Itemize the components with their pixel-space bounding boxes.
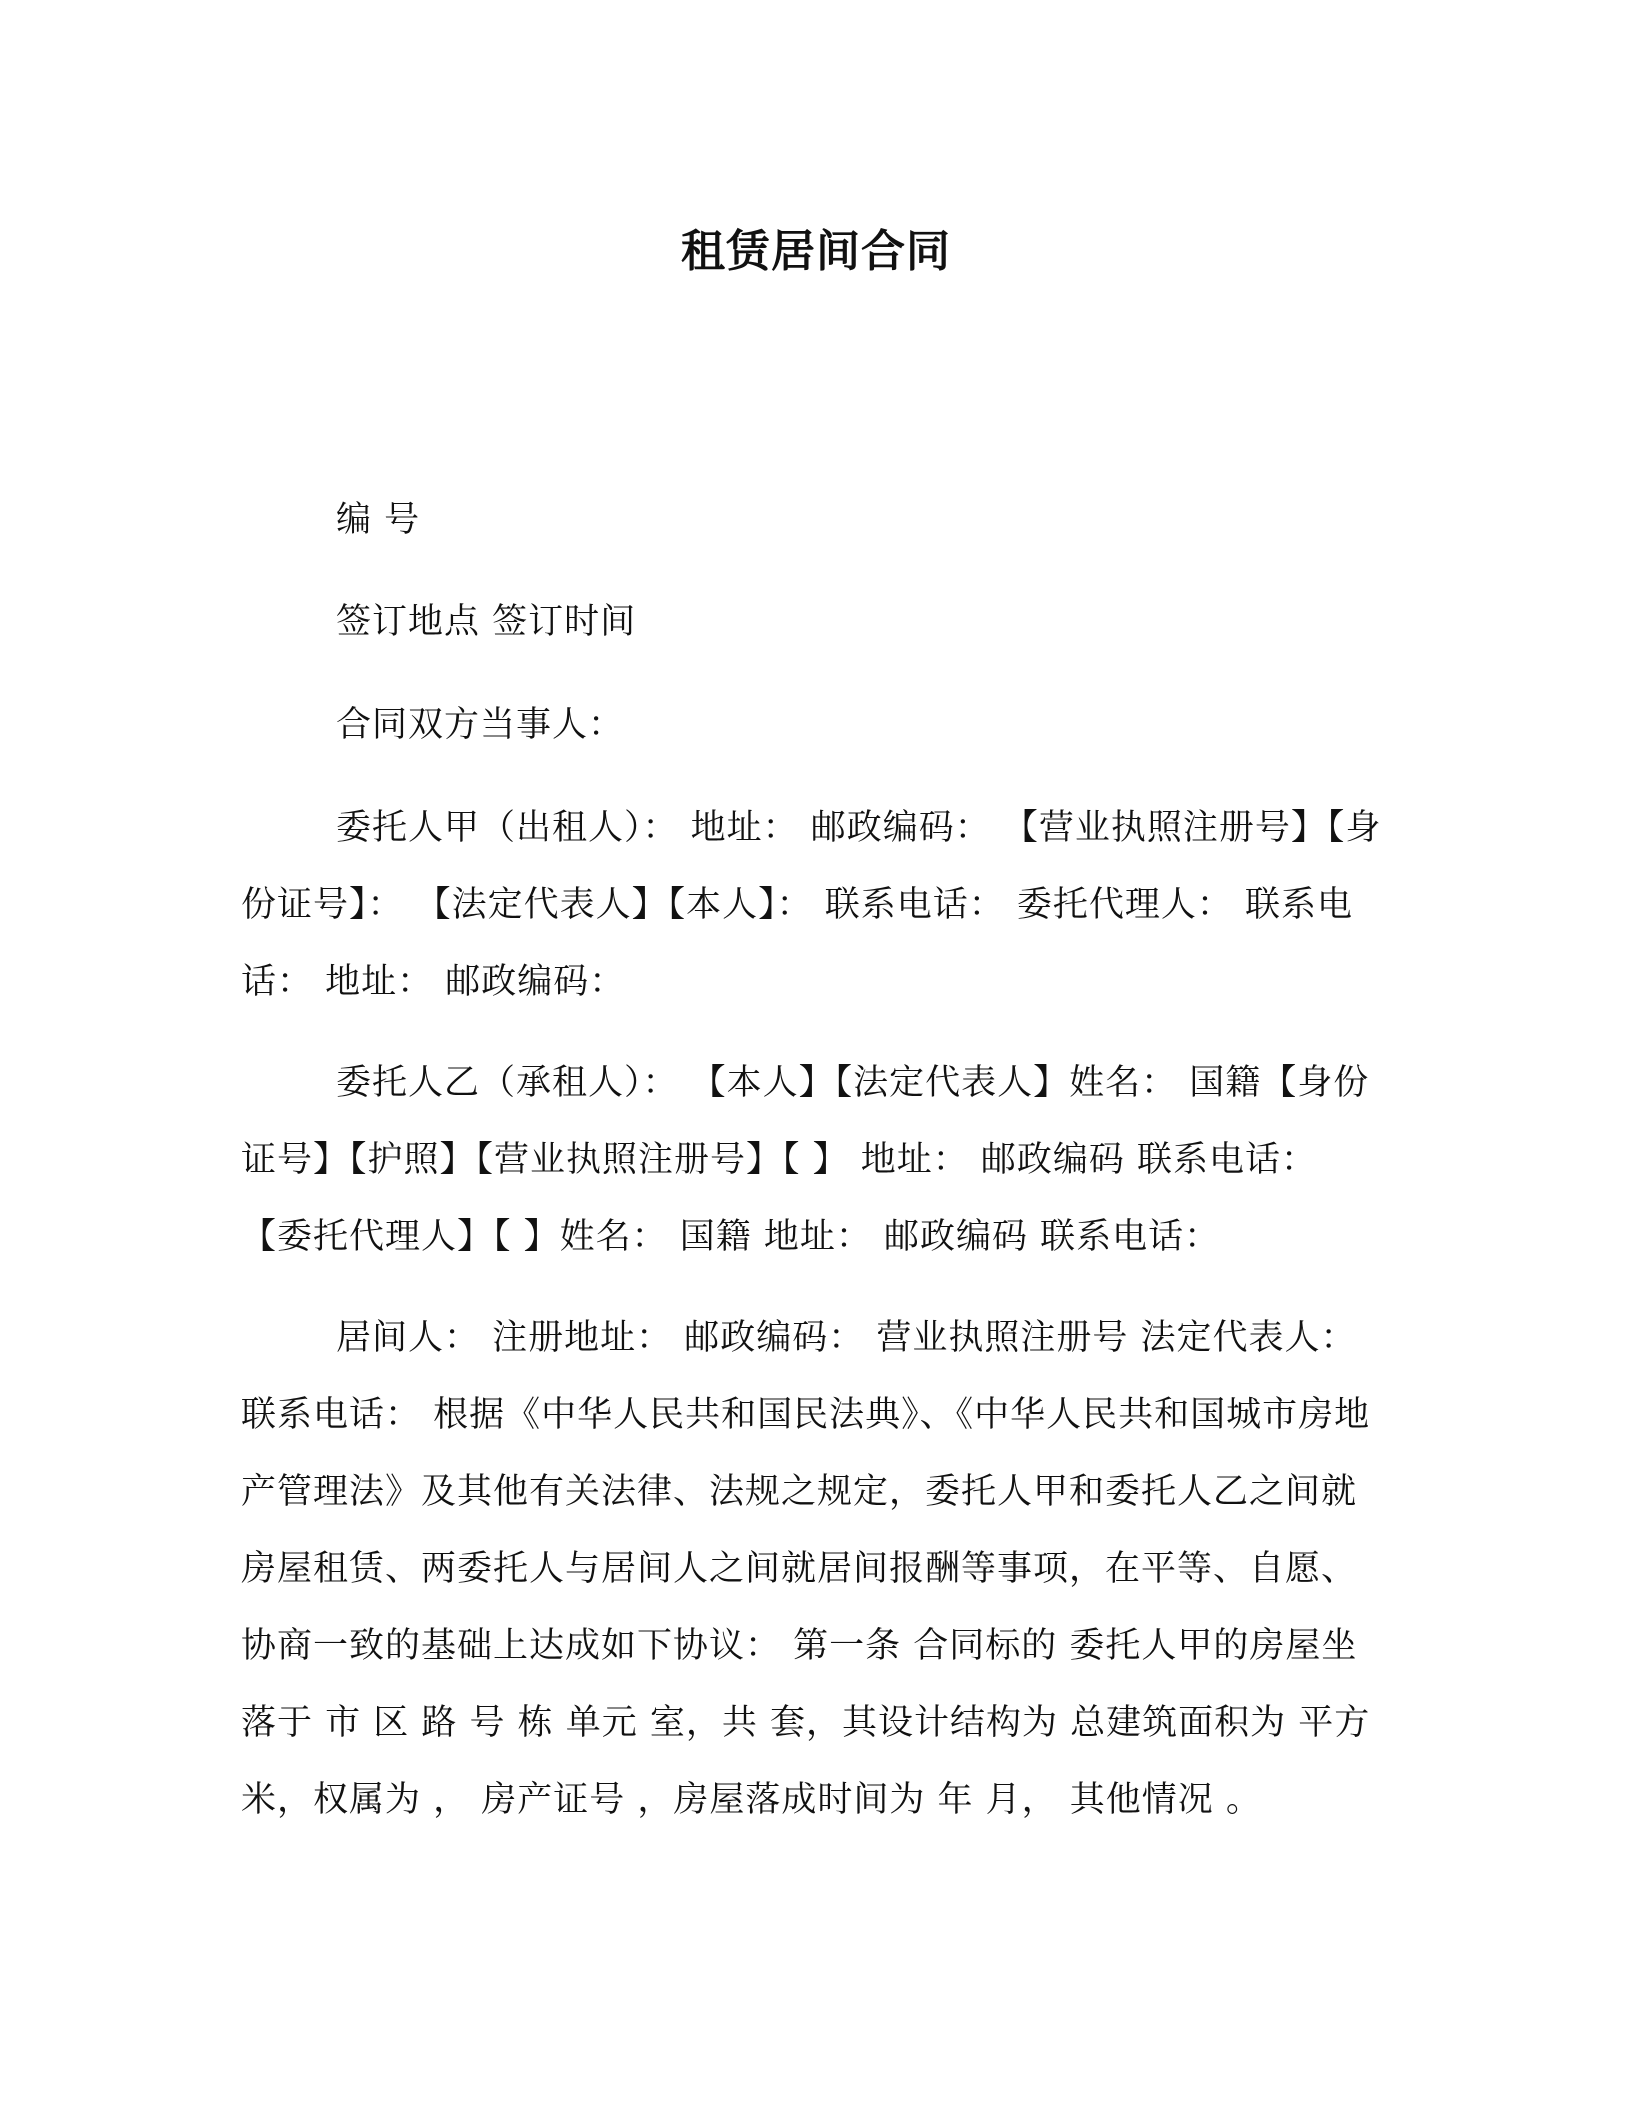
party-b-paragraph: 委托人乙（承租人）： 【本人】【法定代表人】姓名： 国籍【身份证号】【护照】【营业执照注册号】【 】 地址： 邮政编码 联系电话： 【委托代理人】【 】姓名： 国籍 地址： 邮政编码 联系电话： xyxy=(241,1063,1370,1257)
party-a-paragraph: 委托人甲（出租人）： 地址： 邮政编码： 【营业执照注册号】【身份证号】： 【法定代表人】【本人】： 联系电话： 委托代理人： 联系电话： 地址： 邮政编码： xyxy=(241,808,1382,1002)
contract-number-line: 编 号 xyxy=(336,500,421,540)
signing-place-time-line: 签订地点 签订时间 xyxy=(336,602,637,642)
parties-heading: 合同双方当事人： xyxy=(336,705,625,745)
broker-paragraph: 居间人： 注册地址： 邮政编码： 营业执照注册号 法定代表人：联系电话： 根据《中华人民共和国民法典》、《中华人民共和国城市房地产管理法》及其他有关法律、法规之规定，委托人甲和委托人乙之间就房屋租赁、两委托人与居间人之间就居间报酬等事项，在平等、自愿、协商一致的基础上达成如下协议： 第一条 合同标的 委托人甲的房屋坐落于 市 区 路 号 栋 单元 室，共 套，其设计结构为 总建筑面积为 平方米，权属为 ， 房产证号 ，房屋落成时间为 年 月， 其他情况 。 xyxy=(241,1318,1371,1820)
party-a-section xyxy=(241,790,1391,1021)
party-b-section xyxy=(241,1045,1391,1276)
broker-section xyxy=(241,1300,1391,1839)
contract-title: 租赁居间合同 xyxy=(681,226,951,277)
